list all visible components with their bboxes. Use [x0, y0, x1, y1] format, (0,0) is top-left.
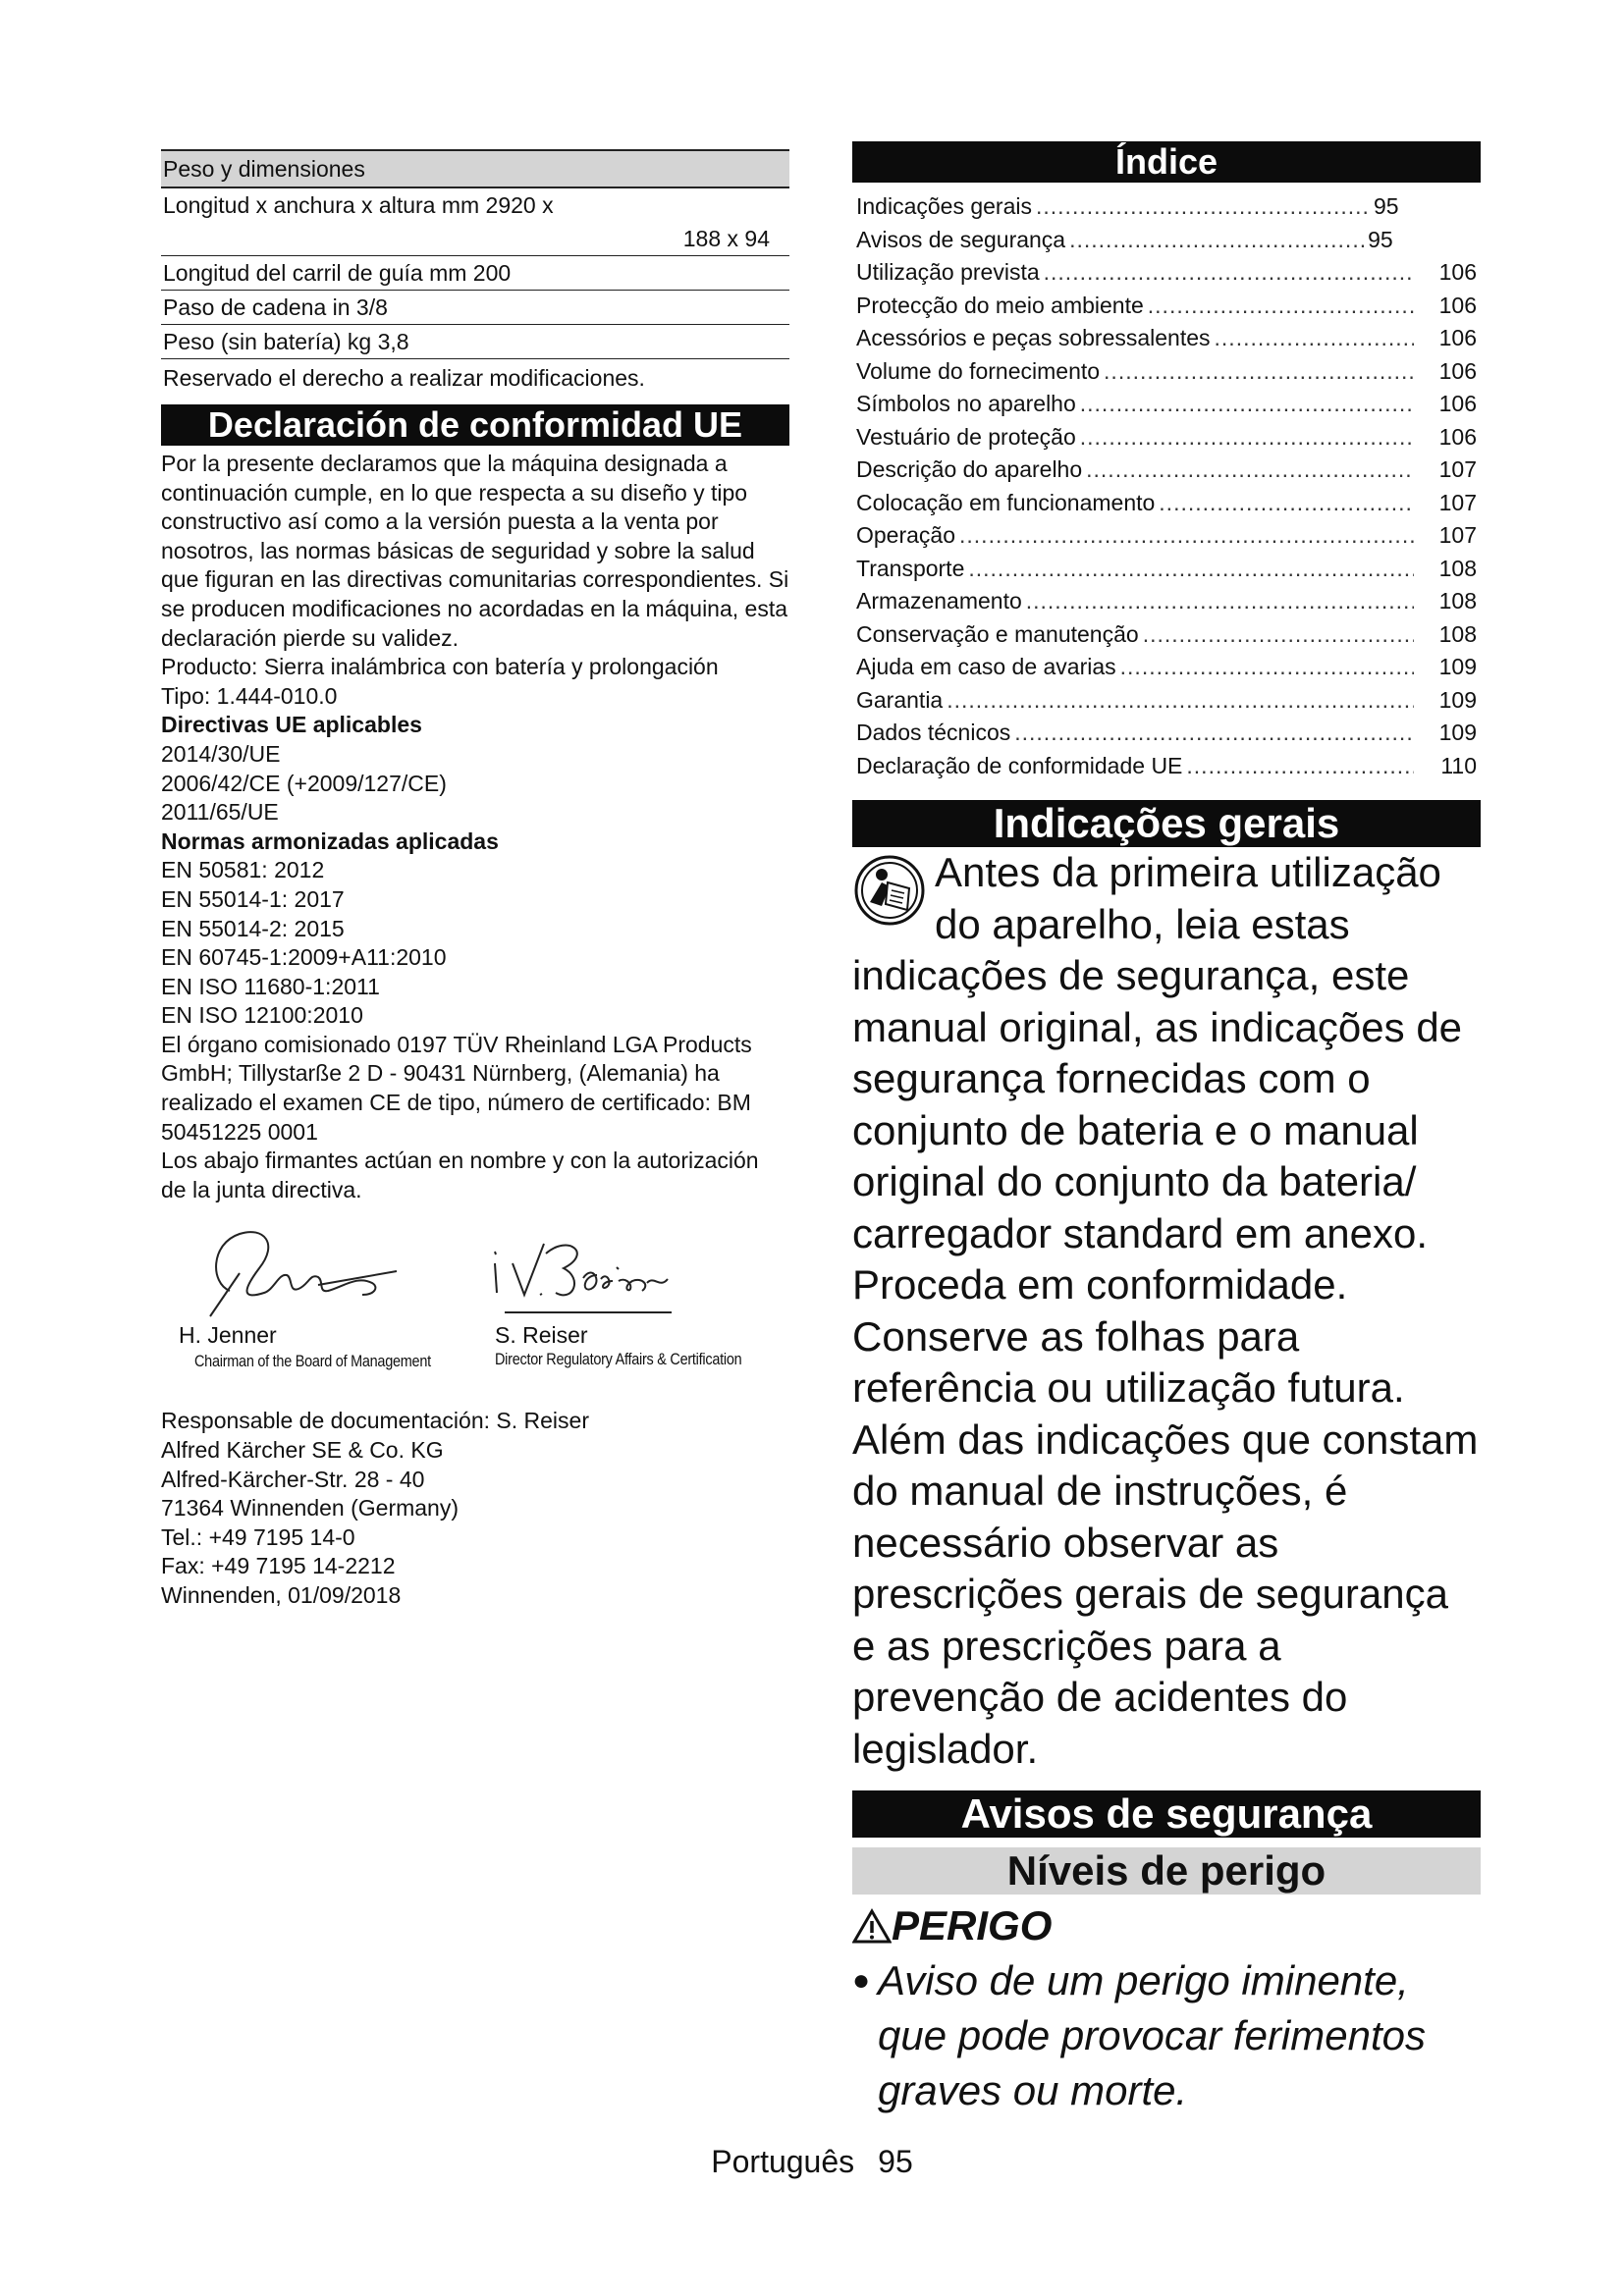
norm-item: EN 60745-1:2009+A11:2010 — [161, 944, 447, 971]
toc-item-title: Utilização prevista — [856, 259, 1040, 285]
toc-item-title: Avisos de segurança — [856, 226, 1066, 252]
general-para1-block — [852, 847, 1481, 1415]
toc-item[interactable] — [852, 224, 1481, 257]
toc-item[interactable] — [852, 651, 1481, 684]
toc-item[interactable] — [852, 454, 1481, 487]
toc-item-page: 106 — [1438, 357, 1477, 384]
toc-item[interactable] — [852, 290, 1481, 323]
contact-line: 71364 Winnenden (Germany) — [161, 1495, 459, 1522]
toc-item[interactable] — [852, 322, 1481, 355]
signatures — [161, 1214, 789, 1401]
danger-label-block — [852, 1898, 1481, 1953]
toc-item[interactable] — [852, 553, 1481, 586]
signatories-text: Los abajo firmantes actúan en nombre y con la autorización de la junta directiva. — [161, 1148, 759, 1202]
general-heading: Indicações gerais — [852, 800, 1481, 847]
warning-triangle-icon — [852, 1908, 892, 1944]
toc-item-title: Vestuário de proteção — [856, 423, 1076, 450]
index-heading: Índice — [852, 141, 1481, 183]
toc-item[interactable] — [852, 487, 1481, 520]
toc-item[interactable] — [852, 519, 1481, 553]
read-manual-icon — [852, 853, 927, 928]
signer2-title: Director Regulatory Affairs & Certification — [495, 1350, 742, 1369]
toc-item[interactable] — [852, 388, 1481, 421]
declaration-body: El órgano comisionado 0197 TÜV Rheinland LGA Products GmbH; Tillystarße 2 D - 90431 Nürnberg, (Alemania) ha realizado el examen CE de tipo, número de certificado: BM 50451225 0001 — [161, 1031, 752, 1145]
toc-item-page: 109 — [1438, 654, 1477, 679]
signature-jenner-icon — [171, 1214, 406, 1322]
specs-header: Peso y dimensiones — [161, 149, 789, 188]
toc-item-page: 95 — [1368, 226, 1393, 252]
toc-item-page: 107 — [1438, 489, 1477, 515]
signature-reiser-icon — [485, 1224, 681, 1322]
toc-item-title: Colocação em funcionamento — [856, 489, 1156, 515]
danger-description: ● Aviso de um perigo iminente, que pode provocar ferimentos graves ou morte. — [852, 1953, 1481, 2118]
toc-item-page: 109 — [1438, 686, 1477, 713]
toc-item-page: 106 — [1438, 292, 1477, 318]
toc-item[interactable] — [852, 256, 1481, 290]
left-column — [161, 149, 789, 1611]
contact-line: Alfred Kärcher SE & Co. KG — [161, 1437, 444, 1464]
toc-item-title: Símbolos no aparelho — [856, 391, 1076, 416]
norms-heading: Normas armonizadas aplicadas — [161, 828, 499, 854]
contact-line: Responsable de documentación: S. Reiser — [161, 1408, 589, 1434]
table-of-contents — [852, 190, 1481, 782]
toc-item[interactable] — [852, 355, 1481, 389]
directive-item: 2014/30/UE — [161, 740, 281, 767]
norm-item: EN 55014-2: 2015 — [161, 915, 345, 941]
toc-item-page: 106 — [1438, 325, 1477, 350]
norm-item: EN 55014-1: 2017 — [161, 885, 345, 912]
footer-page-number: 95 — [878, 2144, 913, 2179]
contact-line: Alfred-Kärcher-Str. 28 - 40 — [161, 1466, 425, 1492]
declaration-product: Producto: Sierra inalámbrica con batería y prolongación — [161, 654, 719, 680]
directives-heading: Directivas UE aplicables — [161, 712, 422, 738]
declaration-heading: Declaración de conformidad UE — [161, 404, 789, 446]
declaration-type: Tipo: 1.444-010.0 — [161, 682, 338, 709]
toc-item[interactable] — [852, 190, 1481, 224]
norm-item: EN 50581: 2012 — [161, 857, 325, 883]
toc-item-page: 107 — [1438, 522, 1477, 548]
toc-item[interactable] — [852, 717, 1481, 750]
spec-row-weight: Peso (sin batería) kg 3,8 — [161, 325, 789, 359]
toc-item-page: 108 — [1438, 588, 1477, 614]
spec-row-guide-rail: Longitud del carril de guía mm 200 — [161, 256, 789, 291]
general-para1: Antes da primeira utilização do aparelho, leia estas indicações de segurança, este manual original, as indicações de segurança fornecidas com o conjunto de bateria e o manual original do conjunto da bateria/ carregador standard em anexo. Proceda em conformidade. Conserve as folhas para referência ou utilização futura. — [852, 849, 1463, 1411]
toc-item-page: 109 — [1438, 720, 1477, 745]
spec-dimensions-value: 188 x 94 — [682, 226, 770, 251]
toc-item-page: 106 — [1438, 391, 1477, 416]
toc-item-title: Indicações gerais — [856, 193, 1032, 219]
spec-row-chain-pitch: Paso de cadena in 3/8 — [161, 291, 789, 325]
specs-note: Reservado el derecho a realizar modificaciones. — [163, 365, 645, 391]
signer1-title: Chairman of the Board of Management — [194, 1352, 431, 1371]
toc-item-page: 106 — [1438, 259, 1477, 285]
signer2-name: S. Reiser — [495, 1322, 588, 1349]
footer-language: Português — [711, 2144, 855, 2179]
toc-item-page: 108 — [1438, 555, 1477, 581]
toc-item-title: Armazenamento — [856, 588, 1022, 614]
contact-line: Winnenden, 01/09/2018 — [161, 1582, 402, 1608]
directive-item: 2011/65/UE — [161, 799, 279, 826]
safety-heading: Avisos de segurança — [852, 1790, 1481, 1838]
right-column — [852, 141, 1481, 2118]
toc-item-page: 107 — [1438, 456, 1477, 482]
contact-line: Fax: +49 7195 14-2212 — [161, 1553, 396, 1579]
toc-item-title: Transporte — [856, 555, 965, 581]
toc-item-page: 106 — [1438, 423, 1477, 450]
signer1-name: H. Jenner — [179, 1322, 277, 1349]
spec-dimensions-label: Longitud x anchura x altura mm 2920 x — [163, 192, 554, 218]
contact-block — [161, 1407, 789, 1610]
toc-item-title: Acessórios e peças sobressalentes — [856, 325, 1211, 350]
norm-item: EN ISO 11680-1:2011 — [161, 973, 380, 999]
contact-line: Tel.: +49 7195 14-0 — [161, 1523, 355, 1550]
toc-item[interactable] — [852, 421, 1481, 454]
spec-row-dimensions — [161, 188, 789, 256]
toc-item-page: 108 — [1438, 620, 1477, 647]
toc-item-page: 95 — [1374, 193, 1399, 219]
toc-item-title: Protecção do meio ambiente — [856, 292, 1144, 318]
toc-item-title: Conservação e manutenção — [856, 620, 1139, 647]
general-para2: Além das indicações que constam do manual de instruções, é necessário observar as prescrições gerais de segurança e as prescrições para a prevenção de acidentes do legislador. — [852, 1415, 1479, 1772]
toc-item-title: Garantia — [856, 686, 944, 713]
danger-label: PERIGO — [892, 1902, 1053, 1949]
toc-item[interactable] — [852, 684, 1481, 718]
hazard-levels-heading: Níveis de perigo — [852, 1847, 1481, 1895]
toc-item[interactable] — [852, 750, 1481, 783]
toc-item-page: 110 — [1440, 752, 1477, 778]
toc-item-title: Ajuda em caso de avarias — [856, 654, 1116, 679]
page-footer — [0, 2144, 1624, 2180]
toc-item-title: Declaração de conformidade UE — [856, 752, 1183, 778]
norm-item: EN ISO 12100:2010 — [161, 1002, 363, 1029]
toc-item[interactable] — [852, 618, 1481, 652]
declaration-intro: Por la presente declaramos que la máquina designada a continuación cumple, en lo que respecta a su diseño y tipo constructivo así como a la versión puesta a la venta por nosotros, las normas básicas de seguridad y sobre la salud que figuran en las directivas comunitarias correspondientes. Si se producen modificaciones no acordadas en la máquina, esta declaración pierde su validez. — [161, 451, 789, 651]
directive-item: 2006/42/CE (+2009/127/CE) — [161, 770, 447, 796]
toc-item-title: Dados técnicos — [856, 720, 1011, 745]
toc-item-title: Descrição do aparelho — [856, 456, 1083, 482]
toc-item-title: Operação — [856, 522, 956, 548]
toc-item[interactable] — [852, 585, 1481, 618]
toc-item-title: Volume do fornecimento — [856, 357, 1101, 384]
